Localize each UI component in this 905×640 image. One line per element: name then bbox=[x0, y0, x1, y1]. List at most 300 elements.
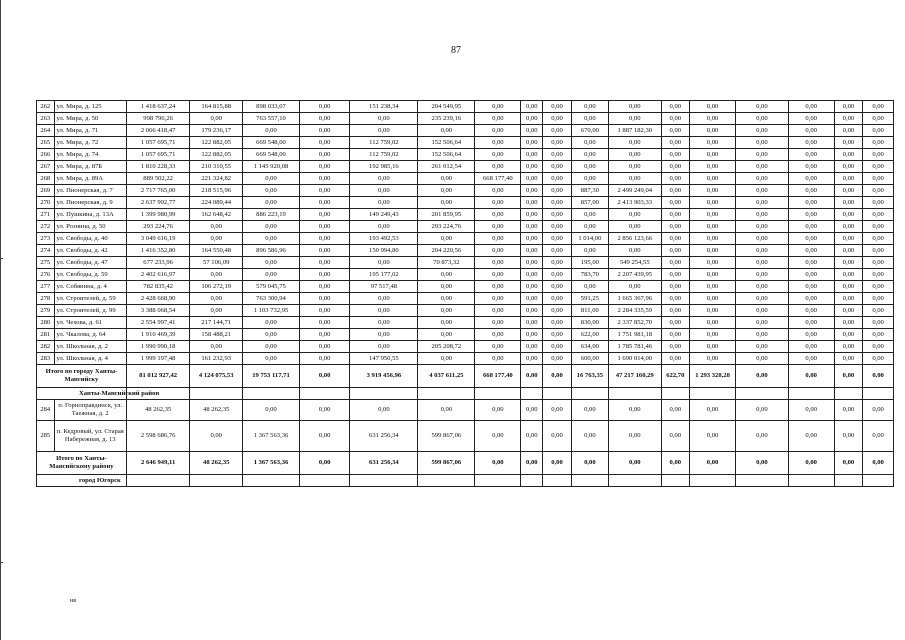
table-cell: 0,00 bbox=[661, 209, 689, 221]
table-cell: 0,00 bbox=[350, 400, 418, 421]
scan-edge bbox=[0, 0, 1, 640]
table-cell: 0,00 bbox=[418, 353, 475, 365]
table-cell: ул. Пионерская, д. 9 bbox=[54, 197, 126, 209]
table-cell: 0,00 bbox=[834, 257, 862, 269]
table-cell: 0,00 bbox=[475, 293, 521, 305]
table-cell: 0,00 bbox=[690, 245, 736, 257]
table-cell: 0,00 bbox=[736, 161, 789, 173]
table-cell: 0,00 bbox=[834, 233, 862, 245]
table-cell: 0,00 bbox=[543, 269, 571, 281]
table-cell: 0,00 bbox=[521, 137, 543, 149]
table-cell: 0,00 bbox=[788, 125, 834, 137]
table-cell: 0,00 bbox=[543, 221, 571, 233]
table-cell: 0,00 bbox=[475, 233, 521, 245]
table-cell: 2 856 123,66 bbox=[608, 233, 661, 245]
table-cell: 0,00 bbox=[661, 305, 689, 317]
table-cell: 0,00 bbox=[350, 221, 418, 233]
table-cell: 0,00 bbox=[475, 317, 521, 329]
table-cell: 274 bbox=[37, 245, 55, 257]
table-cell: 0,00 bbox=[543, 400, 571, 421]
table-cell: 1 293 328,28 bbox=[690, 365, 736, 388]
table-cell: 0,00 bbox=[300, 400, 350, 421]
table-cell: 0,00 bbox=[475, 305, 521, 317]
table-row bbox=[37, 161, 894, 173]
table-cell: 668 177,40 bbox=[475, 173, 521, 185]
table-cell: 0,00 bbox=[788, 341, 834, 353]
table-cell: 0,00 bbox=[788, 281, 834, 293]
table-cell: 0,00 bbox=[521, 185, 543, 197]
table-cell: 0,00 bbox=[690, 305, 736, 317]
table-cell: 0,00 bbox=[571, 452, 608, 475]
table-cell: 164 815,88 bbox=[190, 101, 243, 113]
table-cell: ул. Строителей, д. 99 bbox=[54, 305, 126, 317]
table-cell: 0,00 bbox=[418, 173, 475, 185]
table-cell: 0,00 bbox=[350, 329, 418, 341]
table-cell: 2 413 903,33 bbox=[608, 197, 661, 209]
table-cell: 0,00 bbox=[475, 269, 521, 281]
table-cell: 634,00 bbox=[571, 341, 608, 353]
table-cell: 149 249,43 bbox=[350, 209, 418, 221]
table-cell: 269 bbox=[37, 185, 55, 197]
table-cell: 0,00 bbox=[834, 281, 862, 293]
table-cell: ул. Мира, д. 72 bbox=[54, 137, 126, 149]
table-cell: 0,00 bbox=[243, 173, 300, 185]
empty-cell bbox=[543, 475, 571, 487]
table-cell: 0,00 bbox=[190, 233, 243, 245]
table-cell: 0,00 bbox=[863, 400, 894, 421]
table-cell: 0,00 bbox=[661, 137, 689, 149]
table-cell: 0,00 bbox=[543, 257, 571, 269]
table-cell: 0,00 bbox=[475, 245, 521, 257]
table-cell: 0,00 bbox=[834, 400, 862, 421]
table-cell: 0,00 bbox=[863, 305, 894, 317]
table-cell: 0,00 bbox=[690, 197, 736, 209]
table-cell: 16 763,35 bbox=[571, 365, 608, 388]
table-cell: 0,00 bbox=[834, 149, 862, 161]
table-cell: 1 399 980,99 bbox=[126, 209, 190, 221]
table-cell: 0,00 bbox=[788, 353, 834, 365]
table-row bbox=[37, 113, 894, 125]
table-cell: 549 254,55 bbox=[608, 257, 661, 269]
table-cell: 0,00 bbox=[300, 365, 350, 388]
table-cell: 152 506,64 bbox=[418, 137, 475, 149]
table-cell: 669 548,00 bbox=[243, 149, 300, 161]
table-cell: 0,00 bbox=[661, 281, 689, 293]
table-cell: 106 272,19 bbox=[190, 281, 243, 293]
table-cell: ул. Свободы, д. 59 bbox=[54, 269, 126, 281]
table-cell: 285 bbox=[37, 421, 55, 452]
table-cell: 0,00 bbox=[475, 209, 521, 221]
table-cell: ул. Строителей, д. 59 bbox=[54, 293, 126, 305]
table-cell: 0,00 bbox=[521, 197, 543, 209]
table-cell: 0,00 bbox=[661, 269, 689, 281]
table-cell: 0,00 bbox=[571, 421, 608, 452]
table-cell: 0,00 bbox=[190, 305, 243, 317]
table-cell: 158 488,21 bbox=[190, 329, 243, 341]
table-row bbox=[37, 197, 894, 209]
table-cell: 275 bbox=[37, 257, 55, 269]
table-cell: 0,00 bbox=[418, 281, 475, 293]
table-cell: 0,00 bbox=[543, 329, 571, 341]
table-cell: 0,00 bbox=[788, 197, 834, 209]
table-cell: 631 256,34 bbox=[350, 421, 418, 452]
table-cell: 0,00 bbox=[690, 173, 736, 185]
table-cell: 1 990 990,18 bbox=[126, 341, 190, 353]
table-cell: 2 337 852,70 bbox=[608, 317, 661, 329]
table-cell: 0,00 bbox=[736, 341, 789, 353]
table-cell: 276 bbox=[37, 269, 55, 281]
table-cell: 0,00 bbox=[190, 113, 243, 125]
table-cell: 0,00 bbox=[475, 281, 521, 293]
table-cell: 0,00 bbox=[475, 101, 521, 113]
table-cell: 0,00 bbox=[300, 341, 350, 353]
table-cell: 271 bbox=[37, 209, 55, 221]
table-cell: 264 bbox=[37, 125, 55, 137]
table-cell: 0,00 bbox=[475, 113, 521, 125]
empty-cell bbox=[126, 475, 190, 487]
table-cell: 0,00 bbox=[190, 341, 243, 353]
table-cell: 1 367 563,36 bbox=[243, 452, 300, 475]
table-cell: 0,00 bbox=[690, 221, 736, 233]
table-cell: 0,00 bbox=[608, 161, 661, 173]
table-cell: 0,00 bbox=[863, 421, 894, 452]
table-cell: 0,00 bbox=[243, 341, 300, 353]
table-row bbox=[37, 149, 894, 161]
table-cell: 277 bbox=[37, 281, 55, 293]
table-cell: 0,00 bbox=[661, 452, 689, 475]
table-cell: 283 bbox=[37, 353, 55, 365]
table-cell: 1 145 920,08 bbox=[243, 161, 300, 173]
table-cell: 0,00 bbox=[736, 353, 789, 365]
table-row bbox=[37, 185, 894, 197]
table-cell: 0,00 bbox=[243, 185, 300, 197]
table-cell: 599 867,06 bbox=[418, 421, 475, 452]
table-cell: ул. Пионерская, д. 7 bbox=[54, 185, 126, 197]
table-cell: 0,00 bbox=[300, 125, 350, 137]
table-row bbox=[37, 281, 894, 293]
table-cell: 0,00 bbox=[834, 245, 862, 257]
table-cell: 0,00 bbox=[788, 113, 834, 125]
table-cell: 0,00 bbox=[543, 137, 571, 149]
table-cell: 0,00 bbox=[661, 197, 689, 209]
table-row bbox=[37, 400, 894, 421]
table-cell: 0,00 bbox=[350, 197, 418, 209]
table-cell: 0,00 bbox=[543, 353, 571, 365]
table-cell: 668 177,40 bbox=[475, 365, 521, 388]
table-cell: 0,00 bbox=[571, 173, 608, 185]
table-cell: 161 232,93 bbox=[190, 353, 243, 365]
table-cell: 235 239,16 bbox=[418, 113, 475, 125]
table-cell: 763 300,94 bbox=[243, 293, 300, 305]
table-cell: 265 bbox=[37, 137, 55, 149]
table-cell: ул. Мира, д. 125 bbox=[54, 101, 126, 113]
table-cell: 0,00 bbox=[350, 305, 418, 317]
table-cell: 0,00 bbox=[834, 293, 862, 305]
table-cell: 19 753 117,71 bbox=[243, 365, 300, 388]
table-cell: 0,00 bbox=[418, 400, 475, 421]
section-header bbox=[37, 388, 160, 400]
table-cell: 0,00 bbox=[834, 185, 862, 197]
table-cell: 0,00 bbox=[788, 161, 834, 173]
empty-cell bbox=[475, 388, 521, 400]
table-cell: 218 515,96 bbox=[190, 185, 243, 197]
table-cell: 2 554 997,41 bbox=[126, 317, 190, 329]
table-cell: 0,00 bbox=[690, 125, 736, 137]
table-cell: 0,00 bbox=[788, 400, 834, 421]
table-cell: 0,00 bbox=[608, 137, 661, 149]
table-cell: 0,00 bbox=[690, 113, 736, 125]
table-cell: ул. Свободы, д. 47 bbox=[54, 257, 126, 269]
table-cell: 279 bbox=[37, 305, 55, 317]
table-cell: 0,00 bbox=[543, 245, 571, 257]
table-cell: 205 208,72 bbox=[418, 341, 475, 353]
table-cell: 0,00 bbox=[350, 125, 418, 137]
table-cell: 0,00 bbox=[661, 125, 689, 137]
table-cell: 0,00 bbox=[863, 221, 894, 233]
scan-tick bbox=[0, 562, 3, 563]
table-cell: 0,00 bbox=[300, 209, 350, 221]
page-number: 87 bbox=[451, 45, 461, 56]
table-cell: 1 057 695,71 bbox=[126, 149, 190, 161]
table-cell: 0,00 bbox=[661, 329, 689, 341]
table-cell: ул. Рознина, д. 50 bbox=[54, 221, 126, 233]
table-cell: 0,00 bbox=[661, 353, 689, 365]
table-cell: 2 428 668,90 bbox=[126, 293, 190, 305]
table-cell: 0,00 bbox=[736, 269, 789, 281]
table-cell: 0,00 bbox=[608, 149, 661, 161]
table-cell: 0,00 bbox=[834, 421, 862, 452]
empty-cell bbox=[475, 475, 521, 487]
table-cell: 0,00 bbox=[736, 101, 789, 113]
table-cell: 112 759,02 bbox=[350, 137, 418, 149]
table-cell: 0,00 bbox=[571, 221, 608, 233]
table-cell: 152 506,64 bbox=[418, 149, 475, 161]
table-cell: 0,00 bbox=[521, 149, 543, 161]
table-cell: 0,00 bbox=[300, 101, 350, 113]
table-cell: 0,00 bbox=[543, 209, 571, 221]
table-cell: 0,00 bbox=[521, 209, 543, 221]
table-cell: 0,00 bbox=[736, 317, 789, 329]
empty-cell bbox=[300, 388, 350, 400]
table-cell: 0,00 bbox=[300, 269, 350, 281]
table-cell: 0,00 bbox=[788, 452, 834, 475]
table-cell: ул. Мира, д. 50 bbox=[54, 113, 126, 125]
table-cell: 0,00 bbox=[418, 329, 475, 341]
table-cell: 889 502,22 bbox=[126, 173, 190, 185]
table-cell: 0,00 bbox=[736, 197, 789, 209]
table-cell: 0,00 bbox=[521, 341, 543, 353]
table-cell: 0,00 bbox=[690, 421, 736, 452]
table-cell: 192 985,16 bbox=[350, 161, 418, 173]
table-cell: 0,00 bbox=[608, 221, 661, 233]
footnote: нв bbox=[70, 598, 77, 604]
table-cell: 0,00 bbox=[661, 400, 689, 421]
table-cell: 0,00 bbox=[300, 353, 350, 365]
table-cell: 811,00 bbox=[571, 305, 608, 317]
table-cell: 0,00 bbox=[418, 197, 475, 209]
table-cell: 0,00 bbox=[475, 329, 521, 341]
table-cell: 293 224,76 bbox=[418, 221, 475, 233]
table-cell: 224 089,44 bbox=[190, 197, 243, 209]
table-row bbox=[37, 101, 894, 113]
table-cell: 0,00 bbox=[418, 293, 475, 305]
table-cell: 293 224,76 bbox=[126, 221, 190, 233]
table-cell: 0,00 bbox=[243, 353, 300, 365]
table-cell: 0,00 bbox=[736, 421, 789, 452]
table-cell: 0,00 bbox=[661, 161, 689, 173]
table-cell: 0,00 bbox=[863, 245, 894, 257]
empty-cell bbox=[788, 388, 834, 400]
table-cell: 0,00 bbox=[863, 233, 894, 245]
table-cell: 830,00 bbox=[571, 317, 608, 329]
empty-cell bbox=[350, 475, 418, 487]
table-cell: 0,00 bbox=[543, 281, 571, 293]
table-cell: 0,00 bbox=[521, 113, 543, 125]
table-cell: 1 751 981,18 bbox=[608, 329, 661, 341]
table-cell: 0,00 bbox=[788, 329, 834, 341]
table-cell: 0,00 bbox=[475, 400, 521, 421]
table-cell: 2 284 335,59 bbox=[608, 305, 661, 317]
table-cell: 0,00 bbox=[788, 221, 834, 233]
table-cell: 0,00 bbox=[475, 197, 521, 209]
table-cell: 0,00 bbox=[690, 452, 736, 475]
table-cell: 0,00 bbox=[543, 233, 571, 245]
table-cell: 857,00 bbox=[571, 197, 608, 209]
table-cell: 0,00 bbox=[788, 245, 834, 257]
table-cell: 0,00 bbox=[300, 161, 350, 173]
table-cell: 0,00 bbox=[300, 452, 350, 475]
table-cell: 0,00 bbox=[521, 233, 543, 245]
table-cell: 1 785 781,46 bbox=[608, 341, 661, 353]
table-cell: 1 665 367,96 bbox=[608, 293, 661, 305]
table-row bbox=[37, 353, 894, 365]
table-cell: 579 045,75 bbox=[243, 281, 300, 293]
table-cell: 0,00 bbox=[661, 173, 689, 185]
table-cell: 0,00 bbox=[543, 149, 571, 161]
table-cell: 0,00 bbox=[788, 317, 834, 329]
table-cell: 0,00 bbox=[543, 161, 571, 173]
table-cell: 2 598 686,76 bbox=[126, 421, 190, 452]
table-cell: 0,00 bbox=[863, 113, 894, 125]
table-cell: 0,00 bbox=[863, 293, 894, 305]
table-cell: 0,00 bbox=[300, 233, 350, 245]
table-cell: 0,00 bbox=[736, 185, 789, 197]
table-cell: 0,00 bbox=[300, 185, 350, 197]
table-row bbox=[37, 341, 894, 353]
empty-cell bbox=[690, 475, 736, 487]
table-cell: 267 bbox=[37, 161, 55, 173]
table-cell: 0,00 bbox=[571, 113, 608, 125]
table-cell: 0,00 bbox=[543, 101, 571, 113]
empty-cell bbox=[418, 475, 475, 487]
table-cell: 0,00 bbox=[521, 317, 543, 329]
table-cell: 112 759,02 bbox=[350, 149, 418, 161]
table-cell: 1 367 563,36 bbox=[243, 421, 300, 452]
table-cell: 268 bbox=[37, 173, 55, 185]
table-cell: 48 262,35 bbox=[126, 400, 190, 421]
table-cell: 0,00 bbox=[863, 101, 894, 113]
table-cell: 0,00 bbox=[863, 365, 894, 388]
empty-cell bbox=[350, 388, 418, 400]
table-cell: 1 057 695,71 bbox=[126, 137, 190, 149]
table-cell: 0,00 bbox=[863, 329, 894, 341]
table-cell: 0,00 bbox=[543, 293, 571, 305]
table-cell: 2 717 765,00 bbox=[126, 185, 190, 197]
table-cell: 0,00 bbox=[736, 233, 789, 245]
table-cell: 0,00 bbox=[736, 221, 789, 233]
table-cell: 1 910 469,39 bbox=[126, 329, 190, 341]
table-cell: 0,00 bbox=[543, 317, 571, 329]
table-cell: 600,00 bbox=[571, 353, 608, 365]
table-cell: 266 bbox=[37, 149, 55, 161]
table-cell: 217 144,71 bbox=[190, 317, 243, 329]
section-header-row bbox=[37, 475, 894, 487]
table-cell: 0,00 bbox=[736, 365, 789, 388]
table-cell: 0,00 bbox=[834, 329, 862, 341]
table-cell: 0,00 bbox=[608, 245, 661, 257]
table-cell: 0,00 bbox=[661, 113, 689, 125]
table-cell: 0,00 bbox=[521, 452, 543, 475]
table-cell: 0,00 bbox=[521, 293, 543, 305]
table-cell: 0,00 bbox=[608, 400, 661, 421]
table-cell: 0,00 bbox=[661, 317, 689, 329]
table-cell: 0,00 bbox=[661, 257, 689, 269]
table-cell: 0,00 bbox=[350, 341, 418, 353]
table-cell: 0,00 bbox=[863, 125, 894, 137]
table-row bbox=[37, 137, 894, 149]
table-cell: ул. Школьная, д. 4 bbox=[54, 353, 126, 365]
table-cell: 0,00 bbox=[571, 161, 608, 173]
table-cell: 0,00 bbox=[834, 353, 862, 365]
table-cell: 0,00 bbox=[190, 421, 243, 452]
total-row bbox=[37, 365, 894, 388]
table-cell: 0,00 bbox=[571, 209, 608, 221]
section-title: Ханты-Мансийский район bbox=[79, 389, 160, 397]
table-cell: 0,00 bbox=[788, 269, 834, 281]
empty-cell bbox=[736, 475, 789, 487]
table-cell: 47 217 160,29 bbox=[608, 365, 661, 388]
table-row bbox=[37, 329, 894, 341]
table-cell: 0,00 bbox=[690, 329, 736, 341]
table-cell: 0,00 bbox=[690, 293, 736, 305]
empty-cell bbox=[300, 475, 350, 487]
table-cell: 0,00 bbox=[521, 365, 543, 388]
table-cell: 0,00 bbox=[418, 317, 475, 329]
table-cell: 0,00 bbox=[863, 149, 894, 161]
table-cell: 0,00 bbox=[834, 173, 862, 185]
table-cell: 204 220,56 bbox=[418, 245, 475, 257]
table-cell: 0,00 bbox=[243, 233, 300, 245]
table-cell: 0,00 bbox=[834, 221, 862, 233]
table-row bbox=[37, 173, 894, 185]
table-cell: 0,00 bbox=[475, 125, 521, 137]
table-row bbox=[37, 257, 894, 269]
table-cell: 0,00 bbox=[736, 452, 789, 475]
data-table bbox=[36, 100, 894, 487]
table-cell: 0,00 bbox=[350, 185, 418, 197]
empty-cell bbox=[543, 388, 571, 400]
table-cell: 0,00 bbox=[834, 305, 862, 317]
table-cell: 221 324,82 bbox=[190, 173, 243, 185]
table-cell: 204 549,95 bbox=[418, 101, 475, 113]
table-cell: 591,25 bbox=[571, 293, 608, 305]
table-cell: 0,00 bbox=[350, 113, 418, 125]
table-cell: 0,00 bbox=[571, 400, 608, 421]
table-cell: 0,00 bbox=[788, 421, 834, 452]
table-cell: 0,00 bbox=[300, 173, 350, 185]
table-cell: 0,00 bbox=[863, 269, 894, 281]
table-cell: 0,00 bbox=[736, 125, 789, 137]
